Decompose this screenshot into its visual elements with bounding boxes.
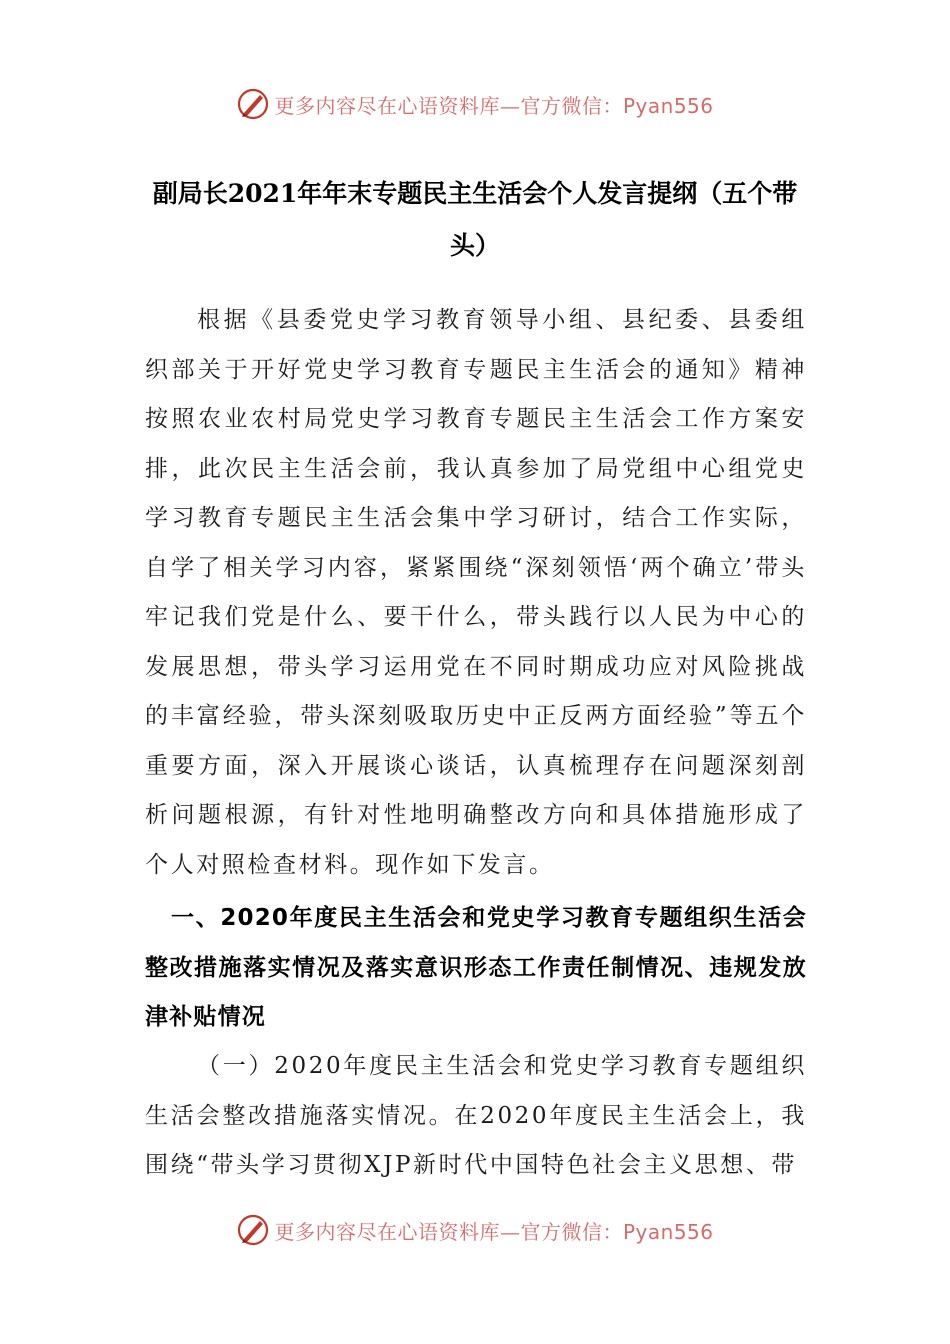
- pen-circle-logo-icon: [236, 1213, 270, 1247]
- wechat-id: Pyan556: [622, 93, 714, 118]
- document-title: 副局长2021年年末专题民主生活会个人发言提纲（五个带头）: [152, 179, 798, 260]
- footer-banner: [0, 1210, 950, 1250]
- banner-text: 更多内容尽在心语资料库—官方微信：Pyan556: [274, 1219, 714, 1244]
- banner-text: 更多内容尽在心语资料库—官方微信：Pyan556: [274, 93, 714, 118]
- section-heading-1: 一、2020年度民主生活会和党史学习教育专题组织生活会整改措施落实情况及落实意识形态工作责任制情况、违规发放津补贴情况: [145, 905, 807, 1030]
- wechat-id: Pyan556: [622, 1219, 714, 1244]
- intro-paragraph: 根据《县委党史学习教育领导小组、县纪委、县委组织部关于开好党史学习教育专题民主生活会的通知》精神按照农业农村局党史学习教育专题民主生活会工作方案安排，此次民主生活会前，我认真参加了局党组中心组党史学习教育专题民主生活会集中学习研讨，结合工作实际，自学了相关学习内容，紧紧围绕“深刻领悟‘两个确立’带头牢记我们党是什么、要干什么，带头践行以人民为中心的发展思想，带头学习运用党在不同时期成功应对风险挑战的丰富经验，带头深刻吸取历史中正反两方面经验”等五个重要方面，深入开展谈心谈话，认真梳理存在问题深刻剖析问题根源，有针对性地明确整改方向和具体措施形成了个人对照检查材料。现作如下发言。: [145, 307, 807, 878]
- subsection-paragraph-1: （一）2020年度民主生活会和党史学习教育专题组织生活会整改措施落实情况。在2020年度民主生活会上，我围绕“带头学习贯彻XJP新时代中国特色社会主义思想、带: [145, 1053, 807, 1178]
- pen-circle-logo-icon: [236, 87, 270, 121]
- header-banner: [0, 84, 950, 124]
